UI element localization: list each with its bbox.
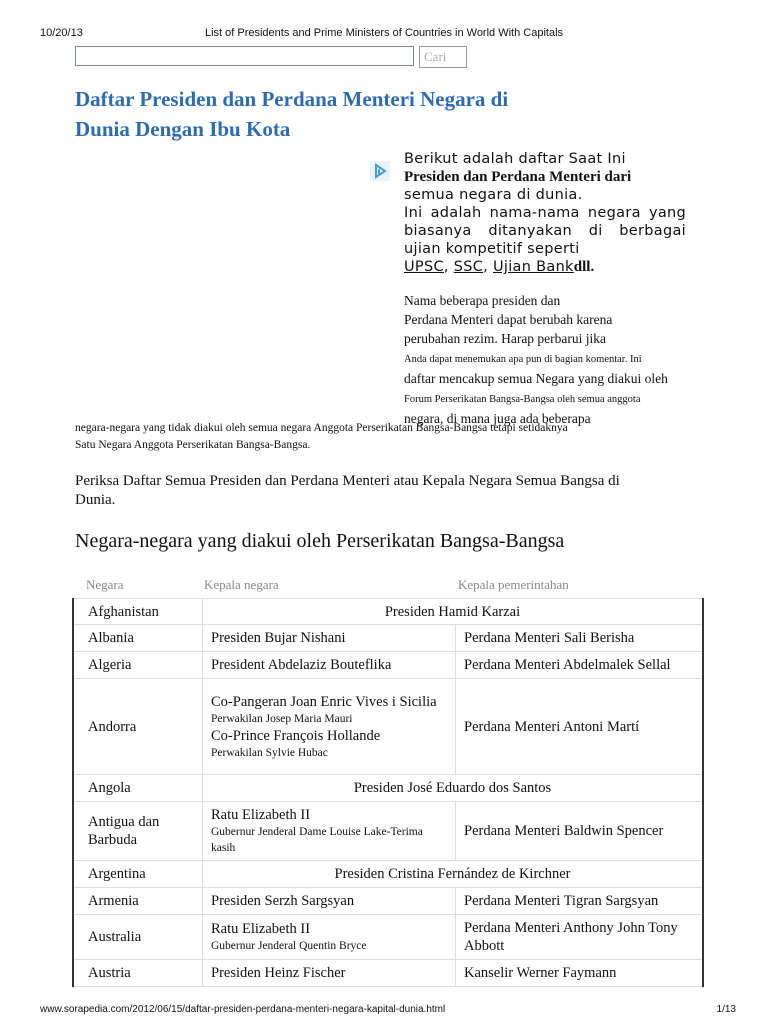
head-of-government-cell: Perdana Menteri Abdelmalek Sellal: [456, 652, 704, 679]
merged-leader-cell: Presiden Hamid Karzai: [203, 599, 704, 625]
country-cell: Austria: [73, 960, 203, 987]
head-of-state-cell: Presiden Heinz Fischer: [203, 960, 456, 987]
head-of-government-cell: Kanselir Werner Faymann: [456, 960, 704, 987]
link-ssc[interactable]: SSC: [453, 259, 484, 275]
intro-sep-2: ,: [483, 259, 493, 275]
head-of-state-cell: Presiden Bujar Nishani: [203, 625, 456, 652]
notice-line-7: negara, di mana juga ada beberapa: [404, 411, 591, 426]
head-of-state-name: Ratu Elizabeth II: [211, 807, 311, 823]
head-of-state-name: Co-Pangeran Joan Enric Vives i Sicilia: [211, 693, 437, 710]
representative-name: Gubernur Jenderal Dame Louise Lake-Terima kasih: [211, 826, 423, 854]
head-of-state-name: Ratu Elizabeth II: [211, 921, 311, 937]
country-cell: Australia: [73, 915, 203, 960]
head-of-state-cell: [203, 679, 456, 775]
notice-line-3: perubahan rezim. Harap perbarui jika: [404, 331, 607, 346]
table-row: [73, 888, 703, 915]
country-cell: Andorra: [73, 679, 203, 775]
notice-line-8: negara-negara yang tidak diakui oleh semua negara Anggota Perserikatan Bangsa-Bangsa tetapi setidaknya: [75, 422, 568, 434]
link-ujian-bank[interactable]: Ujian Bank: [492, 259, 574, 275]
head-of-government-cell: Perdana Menteri Baldwin Spencer: [456, 802, 704, 861]
notice-line-2: Perdana Menteri dapat berubah karena: [404, 312, 613, 327]
search-input[interactable]: [75, 46, 414, 66]
notice-line-6: Forum Perserikatan Bangsa-Bangsa oleh semua anggota: [404, 394, 641, 405]
print-url: www.sorapedia.com/2012/06/15/daftar-presiden-perdana-menteri-negara-kapital-dunia.html: [40, 1004, 446, 1015]
link-upsc[interactable]: UPSC: [404, 259, 444, 275]
table-row: [73, 625, 703, 652]
table-row: [73, 802, 703, 861]
table-row: [73, 775, 703, 802]
print-date: 10/20/13: [40, 27, 83, 39]
col-header-head-of-government: Kepala pemerintahan: [458, 577, 569, 592]
intro-text-3: semua negara di dunia.: [404, 187, 583, 203]
head-of-government-cell: Perdana Menteri Antoni Martí: [456, 679, 704, 775]
country-cell: Afghanistan: [73, 599, 203, 625]
intro-paragraph: [404, 150, 686, 276]
representative-name: Perwakilan Josep Maria Mauri: [211, 712, 353, 725]
head-of-government-cell: Perdana Menteri Tigran Sargsyan: [456, 888, 704, 915]
country-cell: Argentina: [73, 861, 203, 888]
intro-text-1: Berikut adalah daftar Saat Ini: [404, 151, 626, 167]
head-of-state-cell: Presiden Serzh Sargsyan: [203, 888, 456, 915]
print-title: List of Presidents and Prime Ministers of Countries in World With Capitals: [204, 27, 564, 39]
merged-leader-cell: Presiden Cristina Fernández de Kirchner: [203, 861, 704, 888]
head-of-state-name: Co-Prince François Hollande: [211, 727, 381, 744]
country-cell: Albania: [73, 625, 203, 652]
ad-choices-icon[interactable]: [370, 161, 390, 181]
table-row: [73, 679, 703, 775]
intro-sep-1: ,: [443, 259, 454, 275]
representative-name: Perwakilan Sylvie Hubac: [211, 746, 328, 759]
notice-line-1: Nama beberapa presiden dan: [404, 293, 561, 308]
notice-line-5: daftar mencakup semua Negara yang diakui oleh: [404, 371, 668, 386]
notice-paragraph: [404, 291, 722, 428]
search-button[interactable]: Cari: [419, 46, 467, 68]
merged-leader-cell: Presiden José Eduardo dos Santos: [203, 775, 704, 802]
country-cell: Armenia: [73, 888, 203, 915]
head-of-government-cell: Perdana Menteri Anthony John Tony Abbott: [456, 915, 704, 960]
page-number: 1/13: [716, 1004, 736, 1015]
col-header-country: Negara: [86, 577, 124, 592]
representative-name: Gubernur Jenderal Quentin Bryce: [211, 940, 367, 952]
intro-text-4: Ini adalah nama-nama negara yang biasanya ditanyakan di berbagai ujian kompetitif seperti: [404, 205, 686, 257]
country-cell: Algeria: [73, 652, 203, 679]
table-row: [73, 599, 703, 625]
leaders-table: [72, 598, 704, 987]
table-row: [73, 861, 703, 888]
head-of-state-cell: [203, 802, 456, 861]
table-row: [73, 915, 703, 960]
section-title: Negara-negara yang diakui oleh Perserikatan Bangsa-Bangsa: [75, 530, 565, 552]
page-title: Daftar Presiden dan Perdana Menteri Negara di Dunia Dengan Ibu Kota: [75, 87, 509, 141]
head-of-state-cell: President Abdelaziz Bouteflika: [203, 652, 456, 679]
country-cell: Angola: [73, 775, 203, 802]
head-of-state-cell: [203, 915, 456, 960]
country-cell: Antigua dan Barbuda: [73, 802, 203, 861]
table-row: [73, 960, 703, 987]
intro-text-5: dll.: [573, 259, 595, 275]
col-header-head-of-state: Kepala negara: [204, 577, 279, 592]
intro-text-2: Presiden dan Perdana Menteri dari: [404, 169, 632, 185]
check-list-paragraph: Periksa Daftar Semua Presiden dan Perdana Menteri atau Kepala Negara Semua Bangsa di Dunia.: [75, 473, 620, 508]
notice-continuation: [75, 420, 715, 454]
notice-line-4: Anda dapat menemukan apa pun di bagian komentar. Ini: [404, 354, 642, 365]
head-of-government-cell: Perdana Menteri Sali Berisha: [456, 625, 704, 652]
table-row: [73, 652, 703, 679]
notice-line-9: Satu Negara Anggota Perserikatan Bangsa-Bangsa.: [75, 439, 311, 451]
